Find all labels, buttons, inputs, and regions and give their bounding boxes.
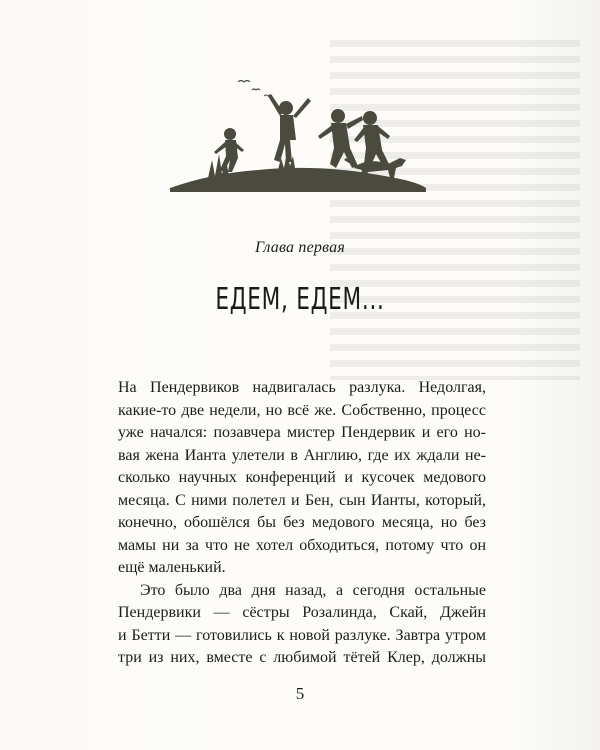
text-line: Это было два дня назад, а сегодня остальные <box>140 581 486 599</box>
text-line: и Бетти — готовились к новой разлуке. Завтра утром <box>118 626 486 644</box>
body-text <box>118 377 486 670</box>
page-number: 5 <box>295 684 305 703</box>
children-running-with-dog-illustration <box>168 60 428 200</box>
text-line: три из них, вместе с любимой тётей Клер, должны <box>118 649 486 666</box>
text-line: вая жена Ианта улетели в Англию, где их ждали не- <box>118 446 486 464</box>
text-line: ещё маленький. <box>118 559 226 576</box>
text-line: конечно, обошёлся бы без медового месяца, но без <box>118 514 486 531</box>
text-line: уже начался: позавчера мистер Пендервик и его но- <box>118 424 486 441</box>
text-line: На Пендервиков надвигалась разлука. Недолгая, <box>118 379 486 396</box>
text-line: Пендервики — сёстры Розалинда, Скай, Джейн <box>118 604 486 621</box>
text-line: какие-то две недели, но всё же. Собственно, процесс <box>118 401 486 419</box>
text-line: мамы ни за что не хотел обходиться, потому что он <box>118 536 486 554</box>
text-line: месяца. С ними полетел и Бен, сын Ианты, который, <box>118 491 486 509</box>
chapter-title: ЕДЕМ, ЕДЕМ... <box>215 282 385 317</box>
chapter-label: Глава первая <box>254 239 346 256</box>
text-line: сколько научных конференций и кусочек медового <box>118 469 486 486</box>
